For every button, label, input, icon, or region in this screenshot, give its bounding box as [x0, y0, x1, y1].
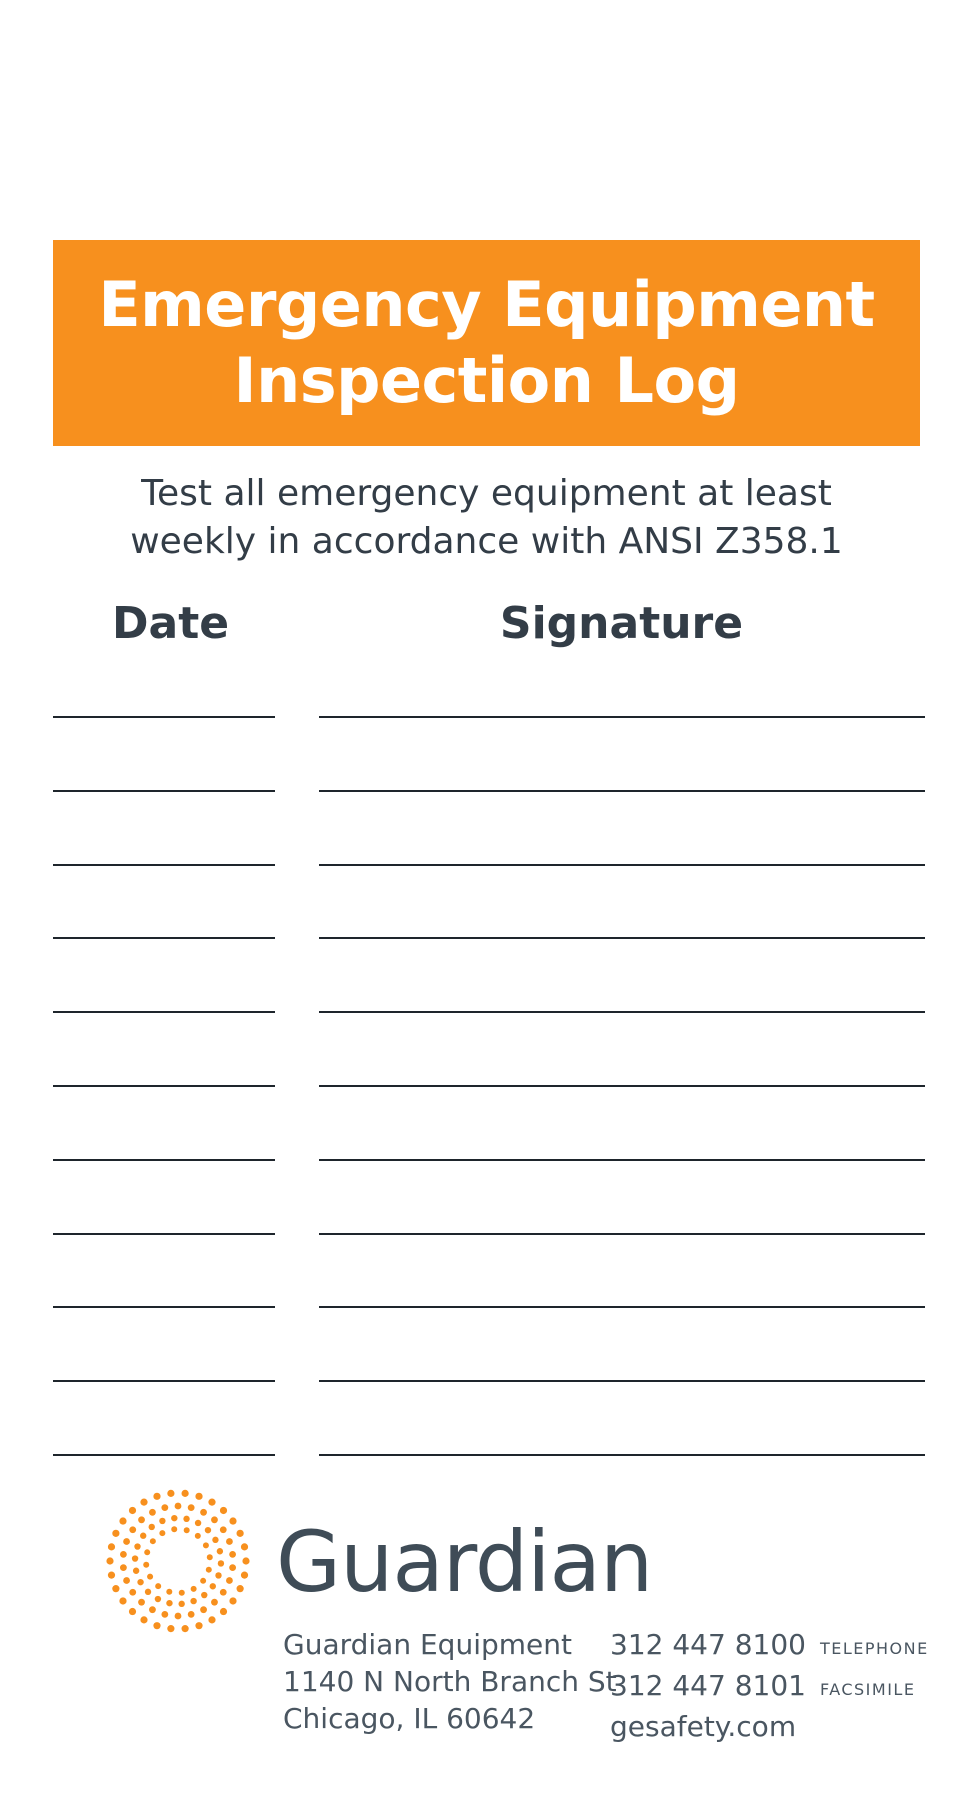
signature-entry-line[interactable] — [319, 1380, 925, 1382]
date-entry-line[interactable] — [53, 937, 275, 939]
instructions-line-2: weekly in accordance with ANSI Z358.1 — [130, 521, 843, 562]
date-entry-line[interactable] — [53, 864, 275, 866]
guardian-sunburst-dot-icon — [104, 1487, 252, 1635]
fax-label: FACSIMILE — [819, 1680, 916, 1699]
signature-entry-line[interactable] — [319, 1085, 925, 1087]
date-entry-line[interactable] — [53, 1159, 275, 1161]
telephone-row — [610, 1626, 929, 1667]
date-entry-line[interactable] — [53, 1011, 275, 1013]
instructions-line-1: Test all emergency equipment at least — [141, 473, 832, 514]
fax-row — [610, 1667, 929, 1708]
telephone-number: 312 447 8100 — [610, 1628, 806, 1661]
date-entry-line[interactable] — [53, 790, 275, 792]
signature-entry-line[interactable] — [319, 1454, 925, 1456]
address-street: 1140 N North Branch St — [283, 1665, 617, 1698]
contact-block — [610, 1626, 929, 1745]
date-entry-line[interactable] — [53, 1085, 275, 1087]
date-entry-line[interactable] — [53, 716, 275, 718]
signature-entry-line[interactable] — [319, 1233, 925, 1235]
date-entry-line[interactable] — [53, 1380, 275, 1382]
date-entry-line[interactable] — [53, 1454, 275, 1456]
telephone-label: TELEPHONE — [819, 1639, 929, 1658]
date-column-header: Date — [112, 598, 230, 649]
brand-name: Guardian — [276, 1513, 653, 1611]
signature-entry-line[interactable] — [319, 1159, 925, 1161]
signature-entry-line[interactable] — [319, 1306, 925, 1308]
date-entry-line[interactable] — [53, 1233, 275, 1235]
title-line-2: Inspection Log — [233, 344, 740, 417]
fax-number: 312 447 8101 — [610, 1669, 806, 1702]
signature-entry-line[interactable] — [319, 716, 925, 718]
signature-entry-line[interactable] — [319, 790, 925, 792]
signature-column-header: Signature — [499, 598, 744, 649]
website[interactable]: gesafety.com — [610, 1710, 797, 1743]
date-entry-line[interactable] — [53, 1306, 275, 1308]
address-company: Guardian Equipment — [283, 1628, 572, 1661]
address-block — [283, 1626, 617, 1737]
title-line-1: Emergency Equipment — [98, 268, 875, 341]
address-city: Chicago, IL 60642 — [283, 1702, 536, 1735]
signature-entry-line[interactable] — [319, 864, 925, 866]
signature-entry-line[interactable] — [319, 937, 925, 939]
signature-entry-line[interactable] — [319, 1011, 925, 1013]
